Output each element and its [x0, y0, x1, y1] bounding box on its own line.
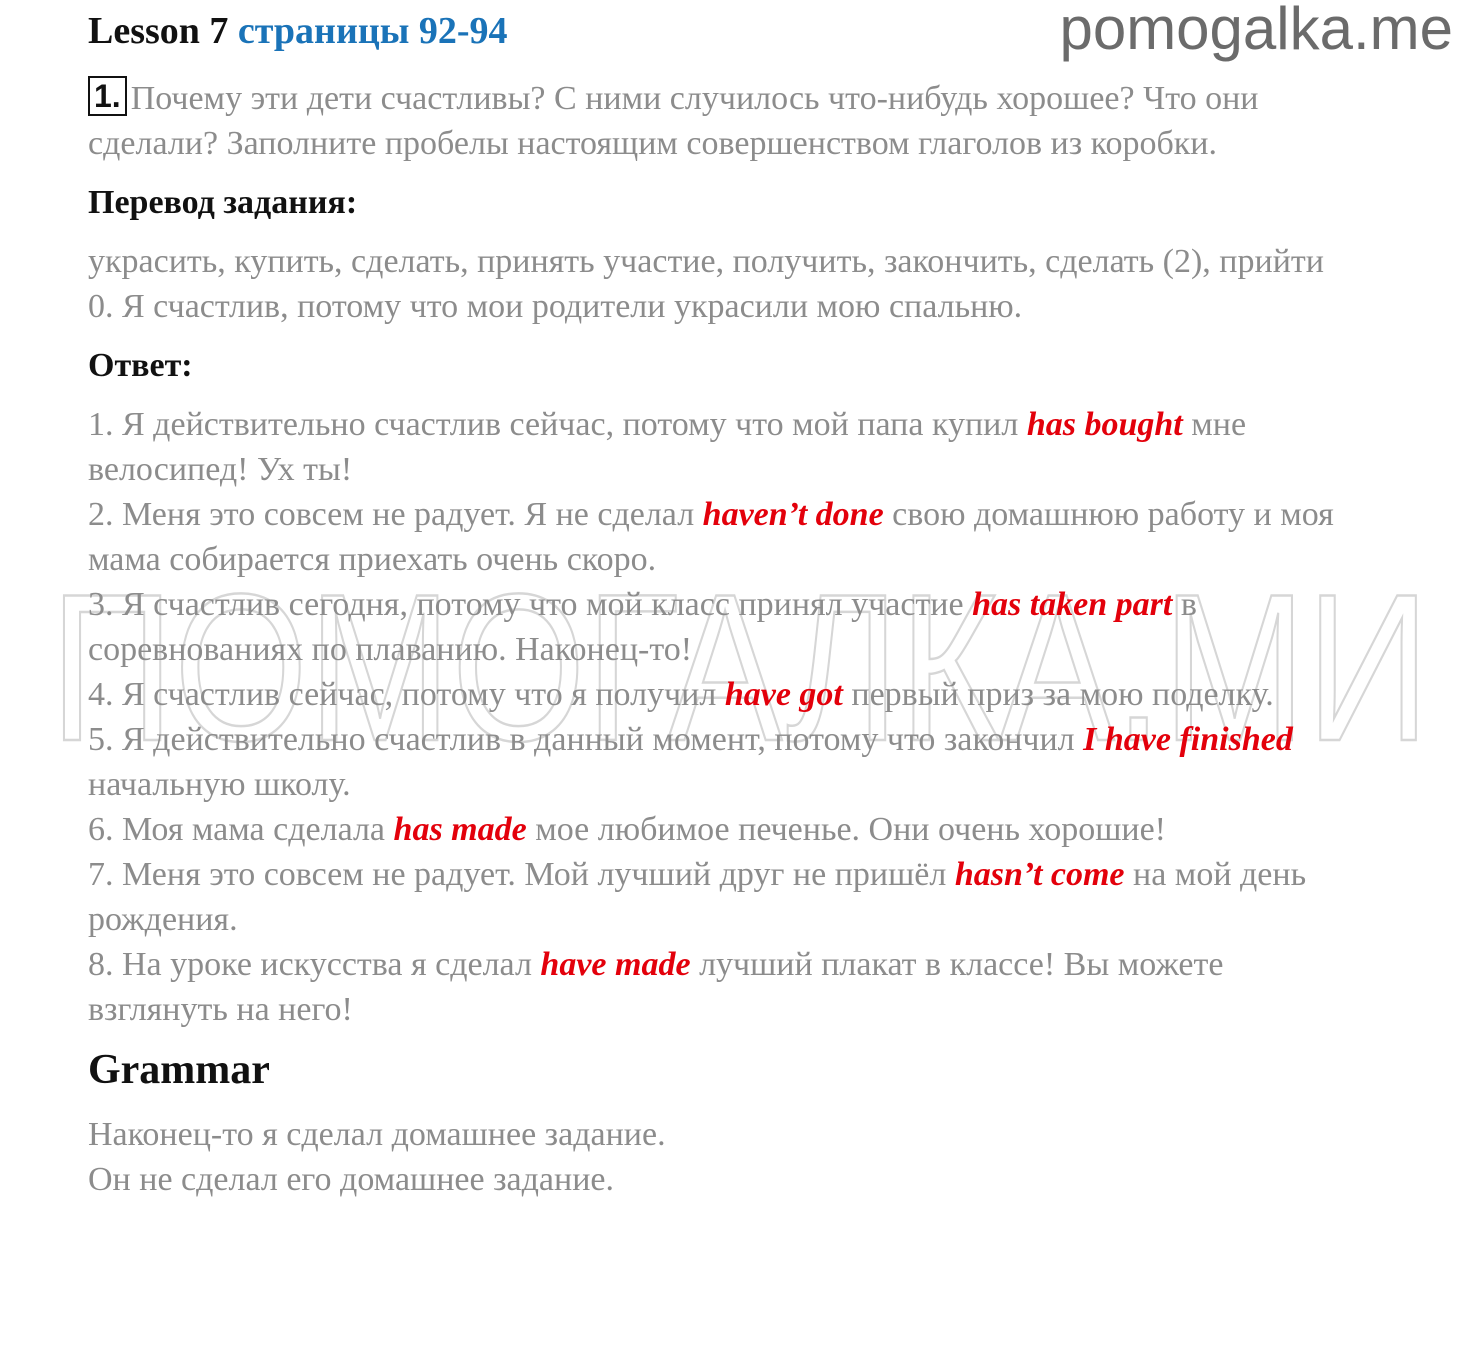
- svg-text:ПОМОГАЛКА.МИ: ПОМОГАЛКА.МИ: [50, 578, 1430, 768]
- translation-example: 0. Я счастлив, потому что мои родители украсили мою спальню.: [88, 288, 1023, 325]
- answer-item: 5. Я действительно счастлив в данный момент, потому что закончил I have finished начальную школу.: [88, 721, 1293, 803]
- answer-highlight: has made: [393, 811, 527, 848]
- answer-highlight: has taken part: [972, 586, 1173, 623]
- translation-verbs: украсить, купить, сделать, принять участие, получить, закончить, сделать (2), прийти: [88, 243, 1324, 280]
- page-header: [88, 6, 508, 56]
- grammar-line: Наконец-то я сделал домашнее задание.: [88, 1116, 666, 1153]
- task-text: 1. Почему эти дети счастливы? С ними случилось что-нибудь хорошее? Что они сделали? Заполните пробелы настоящим совершенством глаголов из коробки.: [88, 78, 1259, 162]
- answer-item: 6. Моя мама сделала has made мое любимое печенье. Они очень хорошие!: [88, 811, 1166, 848]
- grammar-heading: Grammar: [88, 1047, 270, 1093]
- answer-highlight: I have finished: [1083, 721, 1293, 758]
- answer-item: 1. Я действительно счастлив сейчас, потому что мой папа купил has bought мне велосипед! Ух ты!: [88, 406, 1247, 488]
- document-body: [88, 76, 1358, 1202]
- pages-label: страницы 92-94: [237, 10, 508, 52]
- lesson-title: Lesson 7: [88, 10, 229, 52]
- answer-item: 7. Меня это совсем не радует. Мой лучший друг не пришёл hasn’t come на мой день рождения.: [88, 856, 1307, 938]
- answer-item: 2. Меня это совсем не радует. Я не сделал haven’t done свою домашнюю работу и моя мама собирается приехать очень скоро.: [88, 496, 1334, 578]
- answer-item: 3. Я счастлив сегодня, потому что мой класс принял участие has taken part в соревнованиях по плаванию. Наконец-то!: [88, 586, 1197, 668]
- answer-highlight: have got: [724, 676, 843, 713]
- site-logo: pomogalka.me: [1059, 0, 1453, 62]
- answer-item: 8. На уроке искусства я сделал have made лучший плакат в классе! Вы можете взглянуть на него!: [88, 946, 1224, 1028]
- answer-heading: Ответ:: [88, 347, 193, 384]
- grammar-line: Он не сделал его домашнее задание.: [88, 1161, 615, 1198]
- answer-highlight: haven’t done: [702, 496, 884, 533]
- task-number: 1.: [88, 76, 127, 116]
- answer-highlight: have made: [540, 946, 691, 983]
- answer-item: 4. Я счастлив сейчас, потому что я получил have got первый приз за мою поделку.: [88, 676, 1274, 713]
- translation-heading: Перевод задания:: [88, 184, 358, 221]
- answer-highlight: hasn’t come: [954, 856, 1125, 893]
- answer-highlight: has bought: [1026, 406, 1183, 443]
